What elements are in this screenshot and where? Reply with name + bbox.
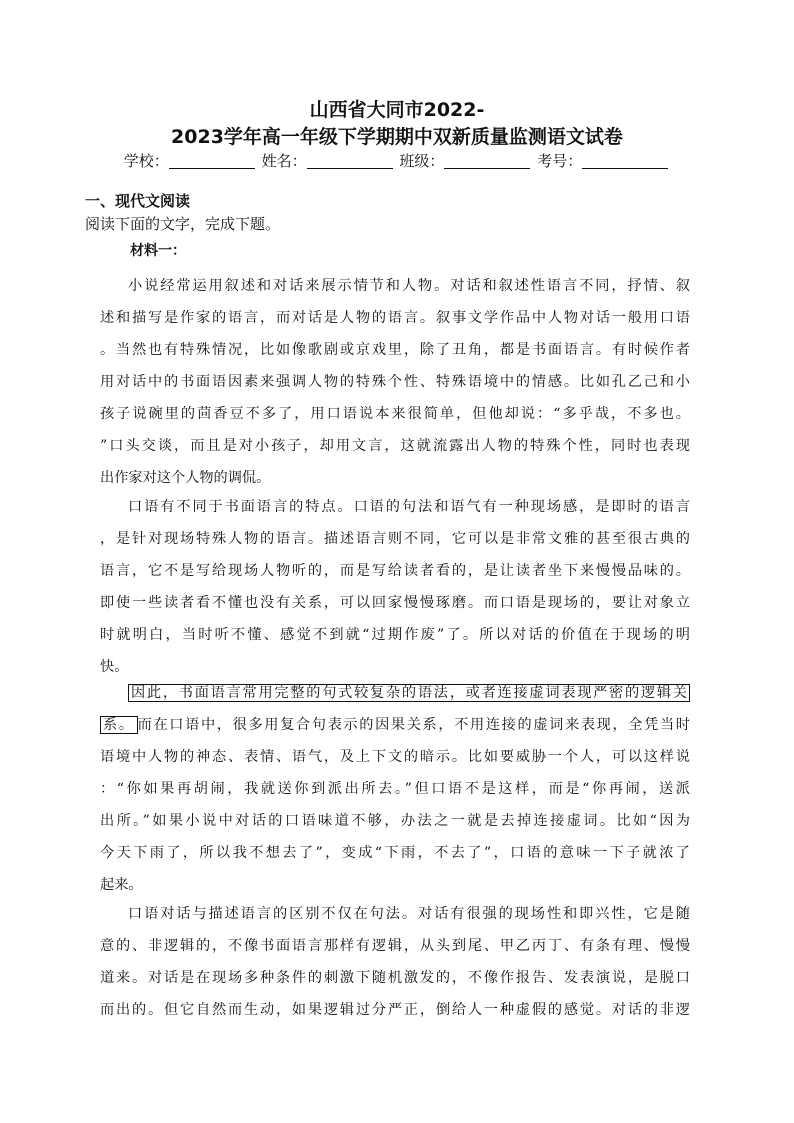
exam-title-line2: 2023学年高一年级下学期期中双新质量监测语文试卷 (171, 126, 623, 148)
exam-number-blank[interactable] (582, 152, 668, 169)
paragraph-4 (100, 898, 690, 1026)
class-label: 班级： (399, 152, 445, 170)
exam-number-label: 考号： (537, 152, 583, 170)
paragraph-line: ”口头交谈，而且是对小孩子，却用文言，这就流露出人物的特殊个性，同时也表现 (100, 438, 690, 454)
paragraph-line: 意的、非逻辑的，不像书面语言那样有逻辑，从头到尾、甲乙丙丁、有条有理、慢慢 (100, 938, 690, 954)
reading-instruction: 阅读下面的文字，完成下题。 (85, 215, 281, 233)
paragraph-2 (100, 491, 690, 683)
paragraph-line: 口语对话与描述语言的区别不仅在句法。对话有很强的现场性和即兴性，它是随 (128, 906, 690, 922)
name-label: 姓名： (261, 152, 307, 170)
paragraph-line: 孩子说碗里的茴香豆不多了，用口语说本来很简单，但他却说：“多乎哉，不多也。 (100, 406, 690, 422)
paragraph-line: ：“你如果再胡闹，我就送你到派出所去。”但口语不是这样，而是“你再闹，送派 (100, 781, 690, 797)
paragraph-line: 而出的。但它自然而生动，如果逻辑过分严正，倒给人一种虚假的感觉。对话的非逻 (100, 1002, 690, 1018)
paragraph-3 (100, 677, 690, 901)
paragraph-line: 口语有不同于书面语言的特点。口语的句法和语气有一种现场感，是即时的语言 (128, 499, 690, 515)
paragraph-line: 用对话中的书面语因素来强调人物的特殊个性、特殊语境中的情感。比如孔乙己和小 (100, 374, 690, 390)
highlighted-sentence-box-end: 系。 (100, 716, 138, 734)
paragraph-line (100, 709, 690, 741)
paragraph-line: 即使一些读者看不懂也没有关系，可以回家慢慢琢磨。而口语是现场的，要让对象立 (100, 595, 690, 611)
paragraph-line: 小说经常运用叙述和对话来展示情节和人物。对话和叙述性语言不同，抒情、叙 (128, 278, 690, 294)
paragraph-line: 语境中人物的神态、表情、语气，及上下文的暗示。比如要威胁一个人，可以这样说 (100, 749, 690, 765)
paragraph-line: 。当然也有特殊情况，比如像歌剧或京戏里，除了丑角，都是书面语言。有时候作者 (100, 342, 690, 358)
exam-title-line1: 山西省大同市2022- (309, 99, 485, 121)
paragraph-line: 述和描写是作家的语言，而对话是人物的语言。叙事文学作品中人物对话一般用口语 (100, 310, 690, 326)
paragraph-line-rest: 而在口语中，很多用复合句表示的因果关系，不用连接的虚词来表现，全凭当时 (137, 717, 690, 733)
section-heading: 一、现代文阅读 (85, 192, 191, 210)
paragraph-line (100, 677, 690, 709)
name-blank[interactable] (307, 152, 393, 169)
paragraph-line: 出所。”如果小说中对话的口语味道不够，办法之一就是去掉连接虚词。比如“因为 (100, 813, 690, 829)
paragraph-line: 道来。对话是在现场多种条件的刺激下随机激发的，不像作报告、发表演说，是脱口 (100, 970, 690, 986)
highlighted-sentence-box: 因此，书面语言常用完整的句式较复杂的语法，或者连接虚词表现严密的逻辑关 (128, 684, 690, 702)
student-info-row (0, 150, 794, 172)
paragraph-line: 快。 (100, 659, 129, 675)
paragraph-line: 起来。 (100, 877, 143, 893)
school-label: 学校： (123, 152, 169, 170)
paragraph-line: 时就明白，当时听不懂、感觉不到就“过期作废”了。所以对话的价值在于现场的明 (100, 627, 690, 643)
paragraph-line: 今天下雨了，所以我不想去了”，变成“下雨，不去了”，口语的意味一下子就浓了 (100, 845, 690, 861)
paragraph-1 (100, 270, 690, 494)
material-label: 材料一： (130, 243, 186, 259)
class-blank[interactable] (444, 152, 530, 169)
school-blank[interactable] (169, 152, 255, 169)
paragraph-line: 语言，它不是写给现场人物听的，而是写给读者看的，是让读者坐下来慢慢品味的。 (100, 563, 690, 579)
paragraph-line: ，是针对现场特殊人物的语言。描述语言则不同，它可以是非常文雅的甚至很古典的 (100, 531, 690, 547)
paragraph-line: 出作家对这个人物的调侃。 (100, 470, 271, 486)
